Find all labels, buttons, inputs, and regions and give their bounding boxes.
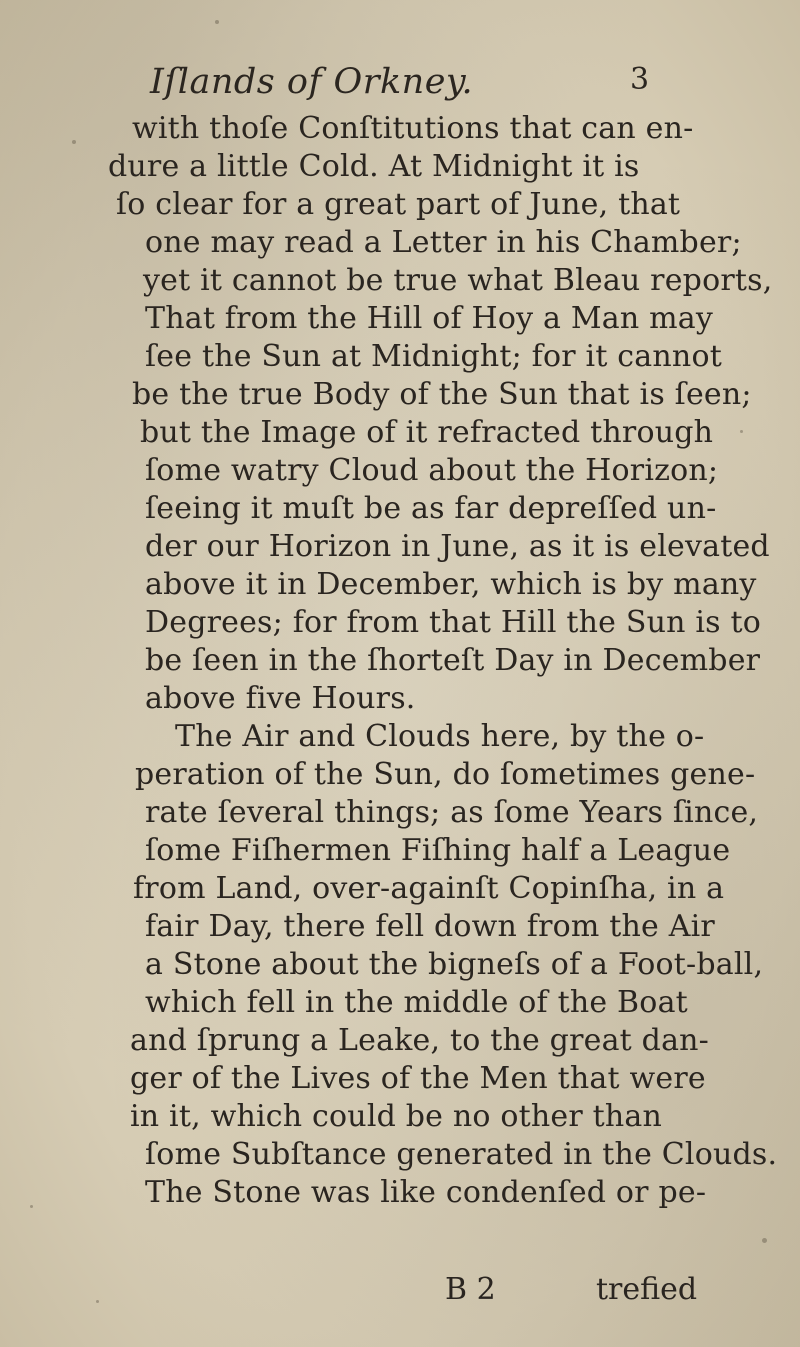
paper-speck [215,20,219,24]
text-line: ſo clear for a great part of June, that [116,187,681,222]
text-line: ſeeing it muſt be as far depreſſed un- [145,491,717,526]
paper-speck [740,430,743,433]
text-line: dure a little Cold. At Midnight it is [108,149,640,184]
text-line: above it in December, which is by many [145,567,757,602]
running-head-title: Iſlands of Orkney. [150,62,474,102]
running-head [0,62,800,110]
text-line: peration of the Sun, do ſometimes gene- [135,757,756,792]
paper-speck [72,140,76,144]
text-line: der our Horizon in June, as it is elevated [145,529,770,564]
catchword: trefied [596,1272,698,1307]
text-line: fair Day, there fell down from the Air [145,909,715,944]
text-line: above five Hours. [145,681,416,716]
text-line: which fell in the middle of the Boat [145,985,688,1020]
signature-mark: B 2 [445,1272,496,1307]
text-line: The Air and Clouds here, by the o- [175,719,705,754]
text-line: one may read a Letter in his Chamber; [145,225,742,260]
text-line: yet it cannot be true what Bleau reports, [143,263,773,298]
text-line: be the true Body of the Sun that is ſeen; [132,377,752,412]
page-number: 3 [630,62,650,97]
paper-speck [30,1205,33,1208]
text-line: ſome watry Cloud about the Horizon; [145,453,719,488]
text-line: The Stone was like condenſed or pe- [145,1175,707,1210]
text-line: from Land, over-againſt Copinſha, in a [133,871,725,906]
text-line: and ſprung a Leake, to the great dan- [130,1023,710,1058]
text-line: ſome Fiſhermen Fiſhing half a League [145,833,731,868]
text-line: a Stone about the bigneſs of a Foot-ball, [145,947,764,982]
text-line: in it, which could be no other than [130,1099,663,1134]
paper-speck [762,1238,767,1243]
text-line: ſome Subſtance generated in the Clouds. [145,1137,778,1172]
text-line: ger of the Lives of the Men that were [130,1061,706,1096]
text-line: be ſeen in the ſhorteſt Day in December [145,643,761,678]
text-line: That from the Hill of Hoy a Man may [145,301,714,336]
page-footer [0,1272,800,1308]
text-line: with thoſe Conſtitutions that can en- [132,111,694,146]
text-line: ſee the Sun at Midnight; for it cannot [145,339,722,374]
text-line: but the Image of it refracted through [140,415,714,450]
text-line: Degrees; for from that Hill the Sun is to [145,605,762,640]
text-line: rate ſeveral things; as ſome Years ſince, [145,795,759,830]
